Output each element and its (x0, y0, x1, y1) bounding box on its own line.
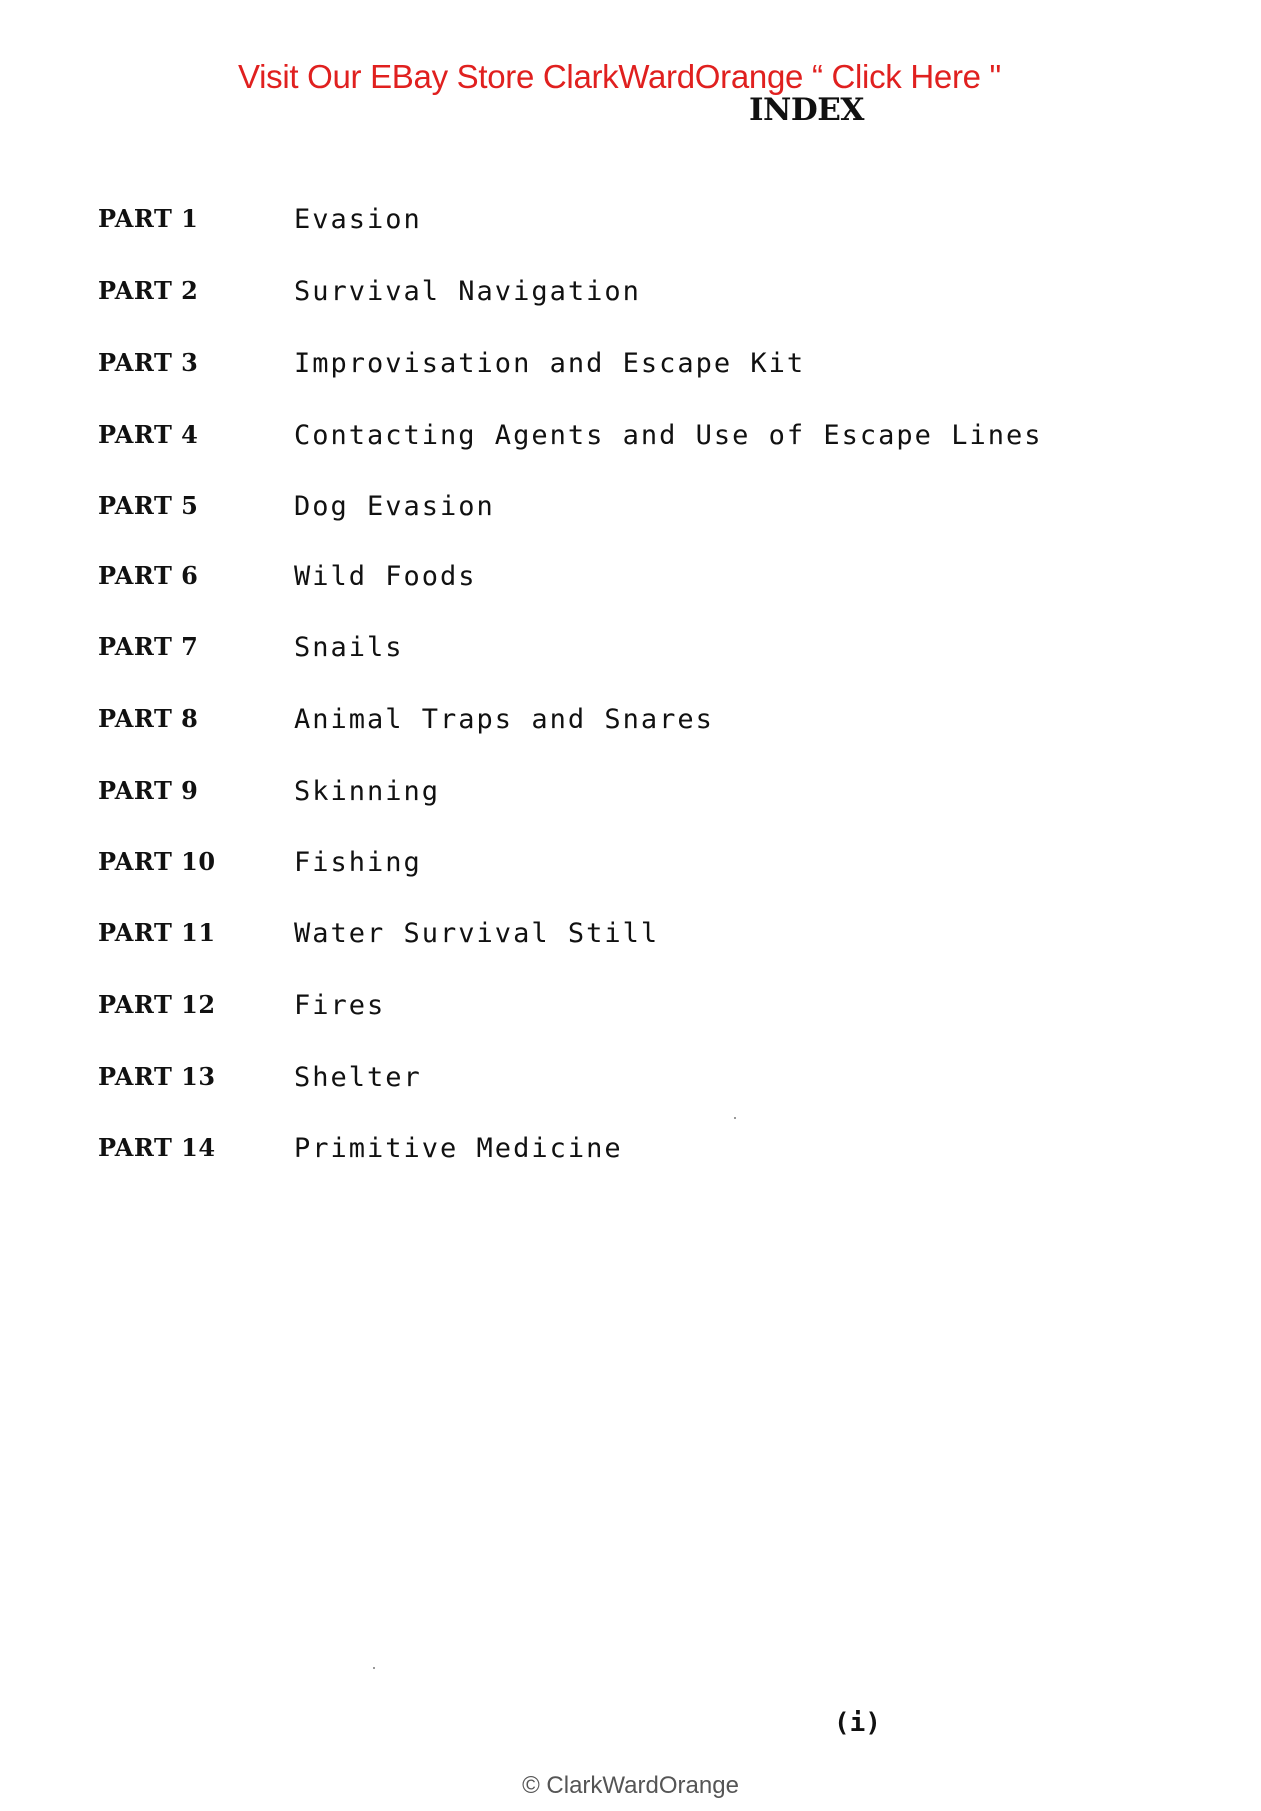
ebay-store-link[interactable]: Visit Our EBay Store ClarkWardOrange “ Click Here " (238, 58, 1001, 95)
part-label: PART 7 (98, 632, 199, 661)
part-label: PART 10 (98, 847, 216, 876)
scan-speck (373, 1667, 375, 1669)
part-title: Contacting Agents and Use of Escape Lines (294, 420, 1043, 451)
index-row-part-1 (98, 204, 1098, 248)
part-title: Water Survival Still (294, 918, 660, 949)
part-label: PART 6 (98, 561, 199, 590)
part-label: PART 13 (98, 1062, 216, 1091)
part-title: Fires (294, 990, 386, 1021)
index-row-part-8 (98, 704, 1098, 748)
part-label: PART 4 (98, 420, 199, 449)
part-label: PART 11 (98, 918, 216, 947)
part-title: Survival Navigation (294, 276, 641, 307)
scan-speck (734, 1117, 736, 1119)
part-title: Snails (294, 632, 404, 663)
part-title: Animal Traps and Snares (294, 704, 714, 735)
page-number: (i) (834, 1708, 881, 1738)
index-row-part-13 (98, 1062, 1098, 1106)
part-title: Improvisation and Escape Kit (294, 348, 806, 379)
part-title: Wild Foods (294, 561, 477, 592)
part-title: Primitive Medicine (294, 1133, 623, 1164)
page-title: INDEX (749, 92, 864, 128)
part-label: PART 2 (98, 276, 199, 305)
index-row-part-12 (98, 990, 1098, 1034)
index-row-part-4 (98, 420, 1098, 464)
index-row-part-11 (98, 918, 1098, 962)
index-row-part-5 (98, 491, 1098, 535)
index-row-part-9 (98, 776, 1098, 820)
index-row-part-10 (98, 847, 1098, 891)
index-row-part-7 (98, 632, 1098, 676)
index-row-part-3 (98, 348, 1098, 392)
part-label: PART 5 (98, 491, 199, 520)
part-title: Evasion (294, 204, 422, 235)
index-row-part-14 (98, 1133, 1098, 1177)
part-label: PART 9 (98, 776, 199, 805)
part-title: Shelter (294, 1062, 422, 1093)
part-title: Skinning (294, 776, 441, 807)
part-label: PART 8 (98, 704, 199, 733)
part-title: Fishing (294, 847, 422, 878)
part-label: PART 12 (98, 990, 216, 1019)
part-label: PART 14 (98, 1133, 216, 1162)
copyright-notice: © ClarkWardOrange (522, 1772, 739, 1799)
index-row-part-2 (98, 276, 1098, 320)
part-title: Dog Evasion (294, 491, 495, 522)
part-label: PART 3 (98, 348, 199, 377)
part-label: PART 1 (98, 204, 199, 233)
index-row-part-6 (98, 561, 1098, 605)
